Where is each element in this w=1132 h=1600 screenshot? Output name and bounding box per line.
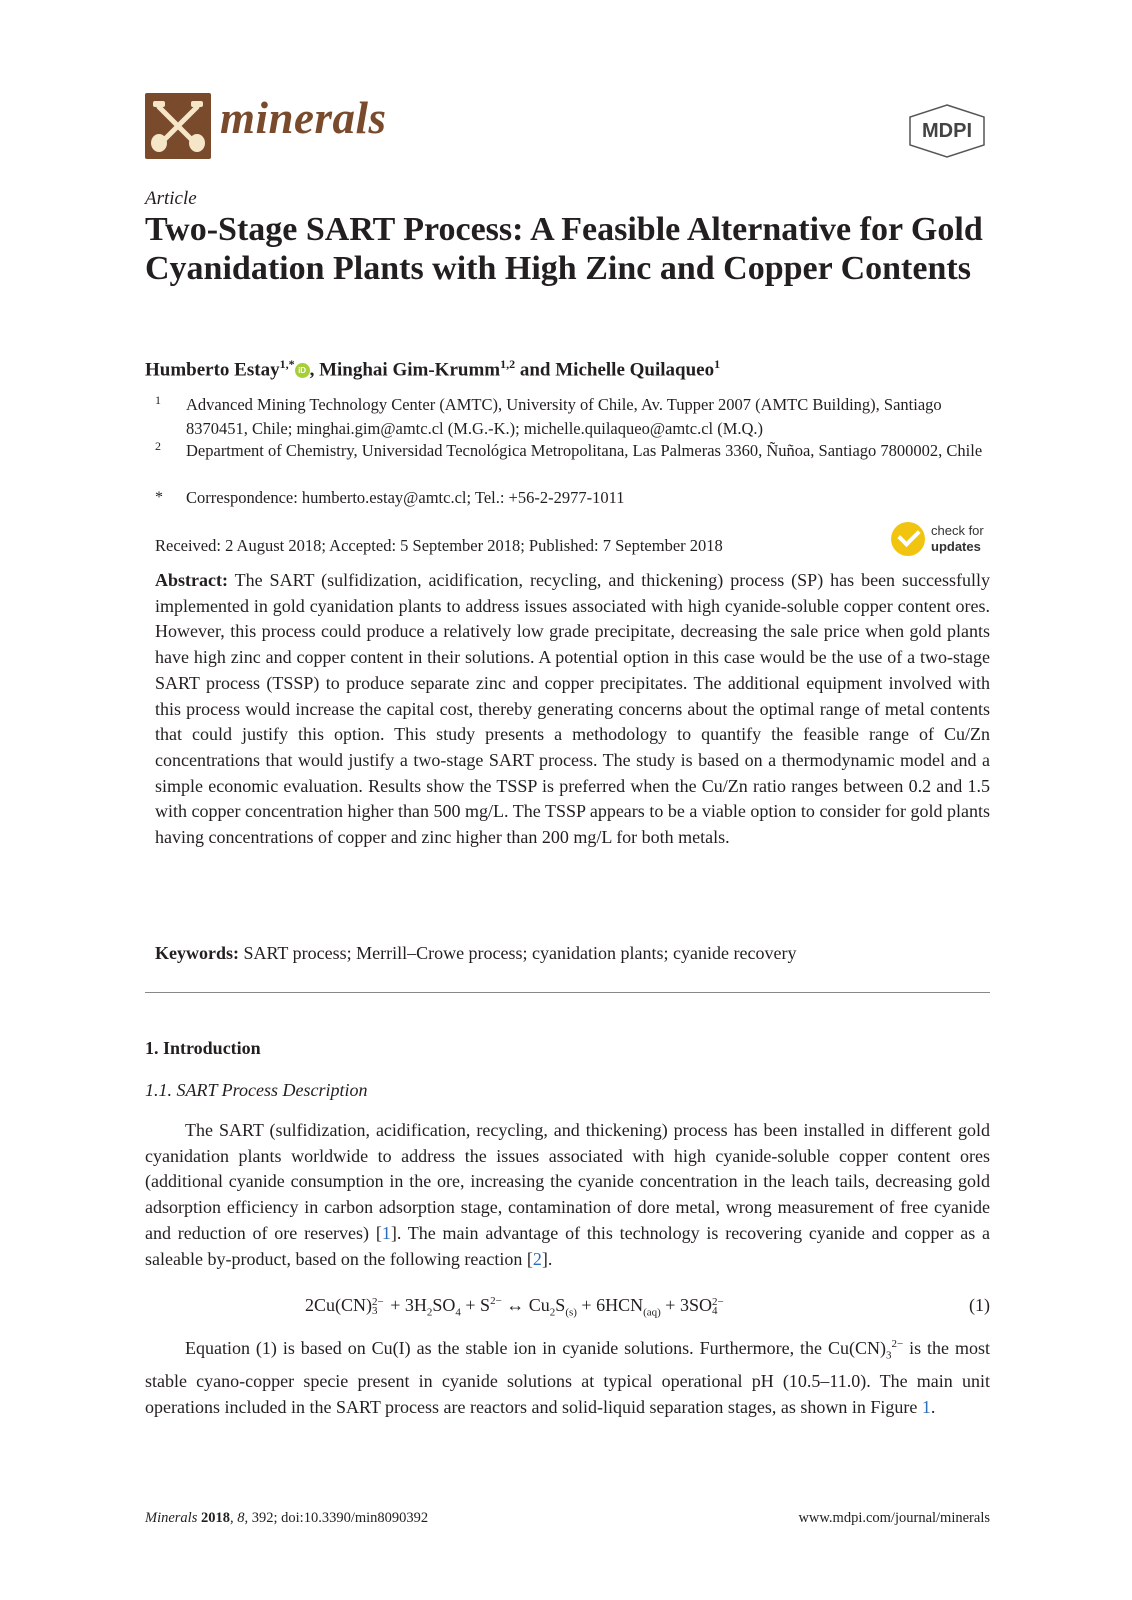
- abstract-label: Abstract:: [155, 570, 228, 590]
- journal-logo-icon: [145, 93, 211, 159]
- check-for-updates-button[interactable]: [891, 522, 991, 558]
- paper-title: Two-Stage SART Process: A Feasible Alternative for Gold Cyanidation Plants with High Zinc and Copper Contents: [145, 211, 983, 287]
- author-name: Michelle Quilaqueo: [555, 359, 715, 381]
- mdpi-hexagon-icon: [904, 103, 990, 159]
- citation-link[interactable]: 1: [381, 1222, 391, 1243]
- paragraph-text: The SART (sulfidization, acidification, recycling, and thickening) process has been installed in different gold cyanidation plants worldwide to address the issues associated with high cyanide-soluble copper content ores (additional cyanide consumption in the ore, increasing the cyanide concentration in the leach tails, decreasing gold adsorption efficiency in carbon adsorption stage, contamination of dore metal, wrong measurement of free cyanide and reduction of ore reserves) [: [145, 1120, 990, 1243]
- superscript: 2−: [891, 1338, 904, 1350]
- figure-link[interactable]: 1: [921, 1397, 931, 1417]
- author-affiliation-mark: 1,2: [500, 357, 516, 371]
- publication-dates: Received: 2 August 2018; Accepted: 5 September 2018; Published: 7 September 2018: [155, 536, 723, 555]
- affiliation-mark: 1: [155, 393, 161, 407]
- section-divider: [145, 992, 990, 993]
- equation: [145, 1295, 990, 1323]
- footer-volume: 8: [237, 1510, 245, 1526]
- abstract: [155, 568, 990, 851]
- authors-conjunction: and: [519, 359, 551, 381]
- correspondence-mark: *: [155, 489, 163, 506]
- footer-year: 2018: [200, 1510, 230, 1526]
- footer-journal: Minerals: [145, 1510, 198, 1526]
- affiliation-mark: 2: [155, 439, 161, 453]
- subscript: 3: [885, 1349, 892, 1362]
- body-paragraph: [145, 1118, 990, 1272]
- footer-citation: Minerals 2018, 8, 392; doi:10.3390/min8090392: [145, 1510, 429, 1526]
- author-affiliation-mark: 1,*: [279, 357, 295, 371]
- subsection-heading: 1.1. SART Process Description: [145, 1080, 368, 1100]
- author-name: Humberto Estay: [145, 359, 280, 381]
- mdpi-logo-text: MDPI: [922, 120, 972, 142]
- author-affiliation-mark: 1: [714, 357, 721, 371]
- article-type: Article: [145, 188, 197, 209]
- affiliation-text: Department of Chemistry, Universidad Tecnológica Metropolitana, Las Palmeras 3360, Ñuñoa, Santiago 7800002, Chile: [186, 441, 983, 460]
- author-list: Humberto Estay$^{1,*}$ iD , Minghai Gim-Krumm$^{1,2}$ and Michelle Quilaqueo$^1$: [145, 357, 721, 381]
- section-heading: 1. Introduction: [145, 1038, 261, 1058]
- orcid-icon[interactable]: iD: [295, 363, 310, 378]
- equation-number: (1): [969, 1295, 990, 1315]
- paragraph-text: .: [930, 1397, 936, 1417]
- keywords-label: Keywords:: [155, 943, 239, 963]
- mdpi-logo[interactable]: [904, 103, 990, 159]
- paragraph-text: is the most stable cyano-copper specie present in cyanide solutions at typical operational pH (10.5–11.0). The main unit operations included in the SART process are reactors and solid-liquid separation stages, as shown in Figure: [145, 1338, 990, 1417]
- citation-link[interactable]: 2: [532, 1248, 542, 1269]
- journal-name: minerals: [220, 93, 387, 143]
- paragraph-text: ].: [541, 1248, 553, 1269]
- equation-body: 2Cu(CN) 2− 3 + $3H_2SO_4 + S^{2-}$ ↔ $Cu_2S_{(s)} + 6HCN_{(aq)} + 3SO$ 2− 4: [305, 1295, 724, 1319]
- check-updates-line2: updates: [931, 539, 981, 554]
- body-paragraph: [145, 1332, 990, 1421]
- correspondence-text: Correspondence: humberto.estay@amtc.cl; Tel.: +56-2-2977-1011: [186, 488, 625, 507]
- keywords: [155, 943, 990, 964]
- check-updates-line1: check for: [931, 523, 984, 538]
- paragraph-text: Equation (1) is based on Cu(I) as the stable ion in cyanide solutions. Furthermore, the Cu(CN): [185, 1338, 886, 1358]
- footer-url[interactable]: www.mdpi.com/journal/minerals: [798, 1510, 990, 1526]
- author-name: Minghai Gim-Krumm: [319, 359, 501, 381]
- affiliation-text: Advanced Mining Technology Center (AMTC), University of Chile, Av. Tupper 2007 (AMTC Building), Santiago 8370451, Chile; minghai.gim@amtc.cl (M.G.-K.); michelle.quilaqueo@amtc.cl (M.Q.): [186, 395, 942, 438]
- keywords-text: SART process; Merrill–Crowe process; cyanidation plants; cyanide recovery: [243, 943, 797, 963]
- crossed-shovels-icon: [145, 93, 211, 159]
- check-circle-icon: [891, 522, 925, 556]
- footer-doi: , 392; doi:10.3390/min8090392: [244, 1510, 429, 1526]
- abstract-text: The SART (sulfidization, acidification, recycling, and thickening) process (SP) has been successfully implemented in gold cyanidation plants to address issues associated with high cyanide-soluble copper content ores. However, this process could produce a relatively low grade precipitate, decreasing the sale price when gold plants have high zinc and copper content in their solutions. A potential option in this case would be the use of a two-stage SART process (TSSP) to produce separate zinc and copper precipitates. The additional equipment involved with this process would increase the capital cost, thereby generating concerns about the optimal range of metal contents that could justify this option. This study presents a methodology to quantify the feasible range of Cu/Zn concentrations that would justify a two-stage SART process. The study is based on a thermodynamic model and a simple economic evaluation. Results show the TSSP is preferred when the Cu/Zn ratio ranges between 0.2 and 1.5 with copper concentration higher than 500 mg/L. The TSSP appears to be a viable option to consider for gold plants having concentrations of copper and zinc higher than 200 mg/L for both metals.: [155, 570, 990, 848]
- paragraph-text: ]. The main advantage of this technology is recovering cyanide and copper as a saleable by-product, based on the following reaction [: [145, 1222, 990, 1269]
